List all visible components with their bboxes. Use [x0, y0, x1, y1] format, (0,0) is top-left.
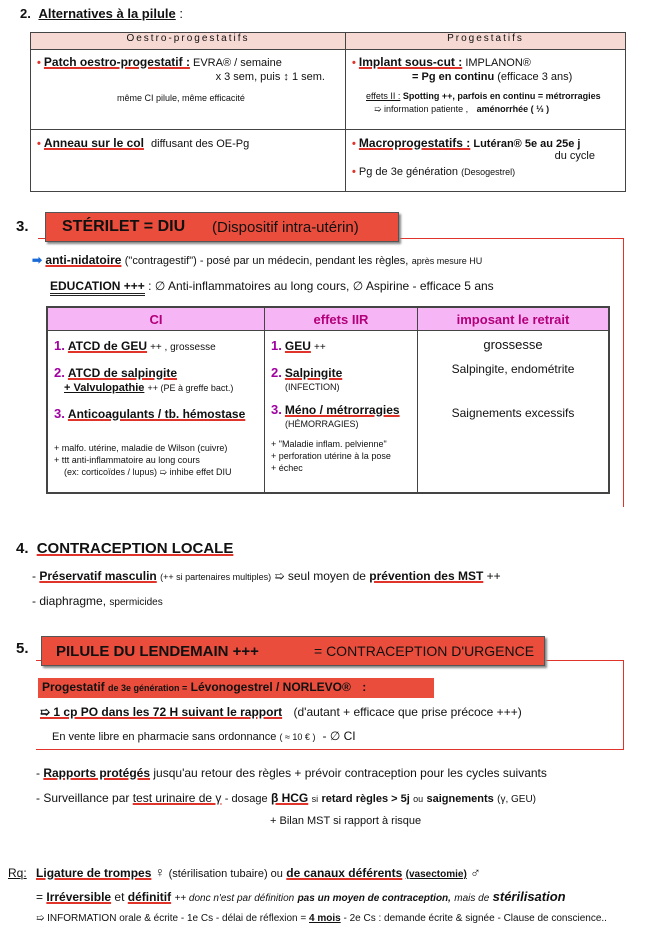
patch-title: Patch oestro-progestatif : [43, 55, 190, 69]
fx-extra: + perforation utérine à la pose [271, 451, 391, 461]
cell-implant [346, 50, 626, 130]
patch-line1: EVRA® / semaine [193, 57, 282, 69]
section-5-header [41, 636, 545, 666]
fx-extra: + échec [271, 463, 303, 473]
bullet-icon: • [37, 138, 41, 150]
ci-sub: ++ (PE à greffe bact.) [147, 383, 234, 393]
header-ci: CI [47, 307, 265, 331]
bullet-icon: • [352, 166, 356, 178]
dose-text: ➯ 1 cp PO dans les 72 H suivant le rapport [40, 705, 283, 719]
anneau-text: diffusant des OE-Pg [151, 138, 250, 150]
section-3-subtitle: (Dispositif intra-utérin) [212, 219, 359, 236]
preservatif-line [32, 569, 501, 583]
ci-item: Anticoagulants / tb. hémostase [67, 407, 246, 421]
cell-anneau [31, 130, 346, 192]
preservatif-small: (++ si partenaires multiples) [160, 572, 272, 582]
implant-fx1: Spotting ++, parfois en continu = métrorragies [402, 91, 601, 101]
ci-extra: (ex: corticoïdes / lupus) ➯ inhibe effet DIU [64, 467, 232, 477]
surv-e: si [311, 794, 319, 804]
implant-fx-label: effets II : [366, 91, 401, 101]
section-4-heading [16, 540, 233, 557]
surveillance-line [36, 791, 536, 805]
bullet-icon: • [37, 57, 41, 69]
column-header-progestatifs: Progestatifs [346, 33, 626, 50]
diaphragme-text: - diaphragme, [32, 594, 107, 608]
plus-plus: ++ [486, 569, 501, 583]
ligature-text: (stérilisation tubaire) ou [168, 868, 283, 880]
section-2-heading [20, 6, 183, 21]
prog-c: Lévonogestrel / NORLEVO® [190, 680, 351, 694]
bullet-icon: • [352, 138, 356, 150]
anti-nidatoire-line [32, 253, 482, 267]
fx-item: Salpingite [284, 366, 343, 380]
implant-fx3: aménorrhée ( ⅓ ) [476, 104, 550, 114]
anti-text: ("contragestif") - posé par un médecin, pendant les règles, [124, 255, 409, 267]
equals: = [36, 890, 44, 904]
surv-g: ou [413, 794, 424, 804]
alternatives-table [30, 32, 626, 192]
rq-label: Rq: [8, 866, 27, 880]
fx-number: 1. [271, 338, 282, 353]
implant-eq: = Pg en continu [412, 71, 495, 83]
retrait-item: Saignements excessifs [451, 406, 575, 420]
retrait-item: grossesse [483, 337, 543, 352]
cell-patch [31, 50, 346, 130]
irr-end: mais de [454, 893, 490, 904]
rapports-title: Rapports protégés [43, 766, 151, 780]
effets-column [265, 331, 418, 493]
macro-brand: Lutéran® 5e au 25e j [473, 138, 581, 150]
irreversible: Irréversible [46, 890, 112, 904]
dash: - [32, 569, 36, 583]
deferents-title: de canaux déférents [286, 866, 403, 880]
pg3-text: Pg de 3e génération [358, 166, 459, 178]
fx-extra: + "Maladie inflam. pelvienne" [271, 439, 387, 449]
rq-line [8, 864, 481, 880]
macro-cycle: du cycle [554, 150, 595, 162]
vente-text: En vente libre en pharmacie sans ordonnance [52, 731, 277, 743]
surv-d: β HCG [270, 791, 309, 805]
macro-title: Macroprogestatifs : [358, 136, 471, 150]
implant-brand: IMPLANON® [465, 57, 531, 69]
progestatif-line [42, 680, 366, 694]
bilan-line: + Bilan MST si rapport à risque [270, 815, 422, 827]
edu-title: EDUCATION +++ [50, 279, 145, 296]
fx-item: GEU [284, 339, 311, 353]
prog-b: de 3e génération = [108, 683, 188, 693]
ci-item: + Valvulopathie [64, 382, 145, 394]
column-header-oestro: Oestro-progestatifs [31, 33, 346, 50]
title-colon: : [179, 6, 183, 21]
ligature-title: Ligature de trompes [36, 866, 152, 880]
anti-title: anti-nidatoire [45, 253, 122, 267]
prevention-mst: prévention des MST [369, 569, 484, 583]
header-effets: effets IIR [265, 307, 418, 331]
retrait-column [418, 331, 610, 493]
preservatif-title: Préservatif masculin [39, 569, 157, 583]
definitif: définitif [127, 890, 172, 904]
section-title: Alternatives à la pilule [38, 6, 176, 21]
ci-item: ATCD de GEU [67, 339, 148, 353]
fx-number: 3. [271, 402, 282, 417]
arrow-right-icon: ➡ [32, 253, 43, 267]
fx-sub: (HÉMORRAGIES) [285, 419, 359, 429]
cell-macro [346, 130, 626, 192]
fx-item: Méno / métrorragies [284, 403, 400, 417]
ci-extra: + ttt anti-inflammatoire au long cours [54, 455, 200, 465]
vente-price: ( ≈ 10 € ) [279, 732, 316, 742]
vente-line [52, 729, 356, 743]
fx-sub: (INFECTION) [285, 382, 340, 392]
vasectomie: (vasectomie) [405, 869, 467, 880]
prog-a: Progestatif [42, 680, 105, 694]
sterilisation: stérilisation [492, 889, 566, 904]
section-3-number: 3. [16, 218, 29, 235]
rapports-line: - Rapports protégés jusqu'au retour des règles + prévoir contraception pour les cycles suivants [36, 766, 547, 780]
ci-column [47, 331, 265, 493]
ci-number: 1. [54, 338, 65, 353]
patch-line3: même CI pilule, même efficacité [117, 93, 245, 103]
ci-number: 3. [54, 406, 65, 421]
surv-h: saignements [426, 793, 494, 805]
irr-bold: pas un moyen de contraception, [297, 893, 451, 904]
dose-line [40, 705, 522, 719]
header-retrait: imposant le retrait [418, 307, 610, 331]
patch-line2: x 3 sem, puis ↕ 1 sem. [215, 71, 325, 83]
rapports-text: jusqu'au retour des règles + prévoir contraception pour les cycles suivants [153, 766, 547, 780]
info-end: - 2e Cs : demande écrite & signée - Clause de conscience.. [343, 913, 607, 924]
info-text: ➯ INFORMATION orale & écrite - 1e Cs - délai de réflexion = [36, 913, 307, 924]
spermicides-text: spermicides [109, 597, 163, 608]
section-3-title: STÉRILET = DIU [62, 218, 186, 235]
bullet-icon: • [352, 57, 356, 69]
female-symbol-icon: ♀ [154, 864, 166, 880]
preservatif-text: ➯ seul moyen de [274, 569, 366, 583]
section-3-header [45, 212, 399, 242]
surv-c: - dosage [224, 793, 268, 805]
irreversible-line [36, 889, 566, 904]
fx-number: 2. [271, 365, 282, 380]
ci-item: ATCD de salpingite [67, 366, 178, 380]
dose-note: (d'autant + efficace que prise précoce +++) [293, 705, 522, 719]
ci-number: 2. [54, 365, 65, 380]
surv-i: (γ, GEU) [497, 794, 536, 805]
surv-a: - Surveillance par [36, 791, 130, 805]
irr-note: ++ donc n'est par définition [174, 893, 295, 904]
information-line [36, 913, 607, 924]
pg3-sub: (Desogestrel) [461, 167, 516, 177]
section-5-number: 5. [16, 640, 29, 657]
vente-ci: - ∅ CI [322, 729, 356, 743]
section-5-subtitle: = CONTRACEPTION D'URGENCE [314, 643, 535, 659]
anneau-title: Anneau sur le col [43, 136, 144, 150]
fx-sub: ++ [313, 342, 326, 353]
implant-fx2: ➯ information patiente , [374, 104, 469, 114]
section-number: 2. [20, 6, 31, 21]
diaphragme-line [32, 594, 163, 608]
section-title: CONTRACEPTION LOCALE [36, 540, 234, 557]
ci-sub: ++ , grossesse [150, 342, 216, 353]
implant-title: Implant sous-cut : [358, 55, 463, 69]
edu-text: : ∅ Anti-inflammatoires au long cours, ∅ Aspirine - efficace 5 ans [148, 279, 494, 293]
education-line [50, 279, 494, 293]
retrait-item: Salpingite, endométrite [451, 362, 575, 376]
implant-eff: (efficace 3 ans) [497, 71, 573, 83]
prog-colon: : [362, 680, 367, 694]
diu-table [46, 306, 610, 494]
anti-small: après mesure HU [411, 256, 483, 266]
ci-extra: + malfo. utérine, maladie de Wilson (cuivre) [54, 443, 228, 453]
et: et [114, 890, 125, 904]
surv-f: retard règles > 5j [321, 793, 410, 805]
male-symbol-icon: ♂ [470, 864, 481, 880]
section-number: 4. [16, 540, 29, 557]
section-5-title: PILULE DU LENDEMAIN +++ [56, 643, 259, 660]
surv-b: test urinaire de γ [132, 791, 222, 805]
info-bold: 4 mois [309, 913, 341, 924]
